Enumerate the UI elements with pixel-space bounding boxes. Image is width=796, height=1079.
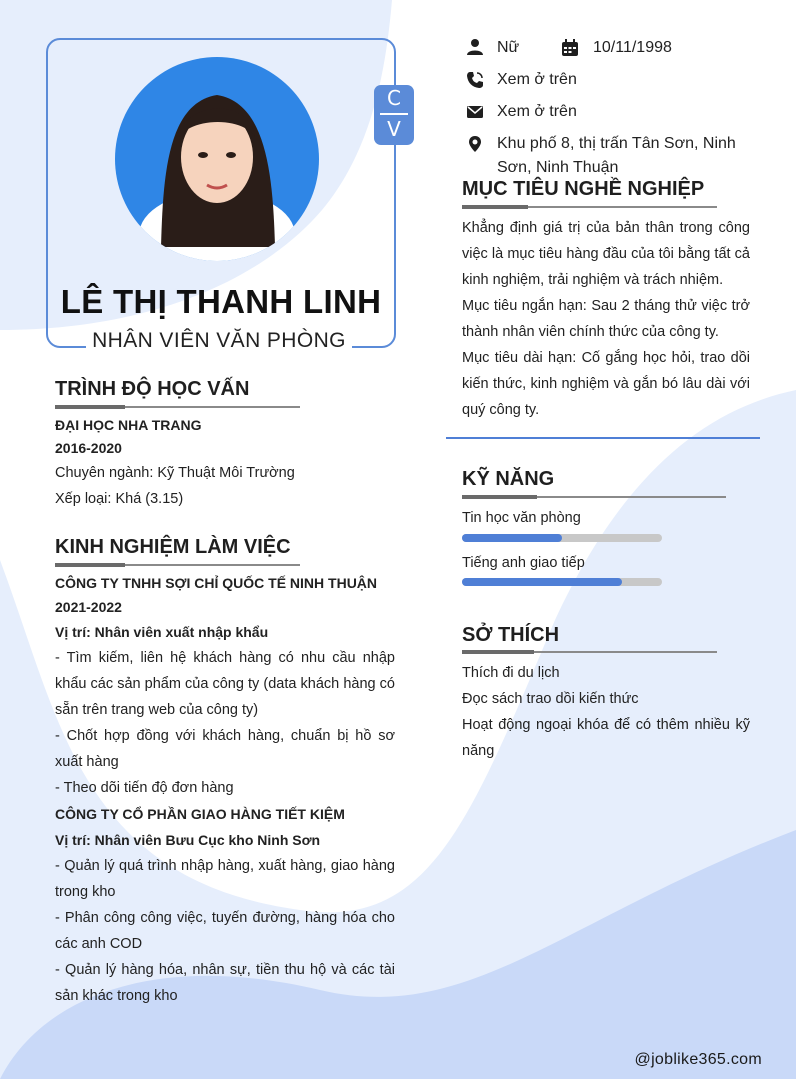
skills-rule — [462, 496, 726, 498]
calendar-icon — [561, 39, 579, 57]
job-title: NHÂN VIÊN VĂN PHÒNG — [86, 329, 352, 353]
gender-value: Nữ — [497, 39, 520, 56]
job-years: 2021-2022 — [55, 599, 122, 615]
phone-icon — [466, 71, 484, 89]
location-pin-icon — [466, 135, 484, 153]
job-position: Vị trí: Nhân viên Bưu Cục kho Ninh Sơn — [55, 832, 321, 848]
objective-text — [462, 215, 750, 423]
skill-bar-fill — [462, 534, 562, 542]
hobby-item: Hoạt động ngoại khóa để có thêm nhiều kỹ năng — [462, 717, 750, 759]
education-years: 2016-2020 — [55, 440, 122, 456]
skill-name: Tiếng anh giao tiếp — [462, 555, 585, 571]
hobby-item: Đọc sách trao dồi kiến thức — [462, 691, 639, 707]
email-icon — [466, 103, 484, 121]
job-duty: - Quản lý hàng hóa, nhân sự, tiền thu hộ và các tài sản khác trong kho — [55, 962, 395, 1004]
job-duty: - Theo dõi tiến độ đơn hàng — [55, 780, 234, 796]
job-company: CÔNG TY TNHH SỢI CHỈ QUỐC TẾ NINH THUẬN — [55, 575, 378, 591]
skills-title: KỸ NĂNG — [462, 468, 555, 490]
education-title: TRÌNH ĐỘ HỌC VẤN — [55, 378, 250, 400]
job-duty: - Quản lý quá trình nhập hàng, xuất hàng, giao hàng trong kho — [55, 858, 395, 900]
education-rule — [55, 406, 300, 408]
education-major: Chuyên ngành: Kỹ Thuật Môi Trường — [55, 465, 295, 481]
objective-title: MỤC TIÊU NGHỀ NGHIỆP — [462, 178, 705, 200]
objective-paragraph: Khẳng định giá trị của bản thân trong công việc là mục tiêu hàng đầu của tôi bằng tất cả kinh nghiệm, trải nghiệm và trách nhiệm. — [462, 220, 750, 288]
section-divider — [446, 437, 760, 439]
objective-paragraph: Mục tiêu dài hạn: Cố gắng học hỏi, trao dồi kiến thức, kinh nghiệm và gắn bó lâu dài với quý công ty. — [462, 350, 750, 418]
candidate-name: LÊ THỊ THANH LINH — [60, 283, 382, 320]
objective-rule — [462, 206, 717, 208]
birthdate-value: 10/11/1998 — [593, 39, 672, 56]
skill-bar — [462, 578, 662, 586]
phone-value: Xem ở trên — [497, 71, 577, 88]
cv-badge-top: C — [387, 86, 401, 110]
objective-paragraph: Mục tiêu ngắn hạn: Sau 2 tháng thử việc trở thành nhân viên chính thức của công ty. — [462, 298, 750, 340]
job-company: CÔNG TY CỔ PHẦN GIAO HÀNG TIẾT KIỆM — [55, 806, 345, 822]
job-duty: - Tìm kiếm, liên hệ khách hàng có nhu cầu nhập khẩu các sản phẩm của công ty (data khách hàng có sẵn trên trang web của công ty) — [55, 650, 395, 718]
skill-bar — [462, 534, 662, 542]
cv-badge — [374, 85, 414, 145]
cv-badge-bottom: V — [387, 117, 401, 141]
hobbies-rule — [462, 651, 717, 653]
experience-title: KINH NGHIỆM LÀM VIỆC — [55, 536, 291, 558]
email-value: Xem ở trên — [497, 103, 577, 120]
skill-name: Tin học văn phòng — [462, 510, 581, 526]
hobby-list — [462, 660, 750, 764]
address-value: Khu phố 8, thị trấn Tân Sơn, Ninh Sơn, Ninh Thuận — [497, 135, 736, 176]
hobbies-title: SỞ THÍCH — [462, 624, 560, 646]
experience-rule — [55, 564, 300, 566]
education-school: ĐẠI HỌC NHA TRANG — [55, 417, 202, 433]
job-duty: - Chốt hợp đồng với khách hàng, chuẩn bị hồ sơ xuất hàng — [55, 728, 395, 770]
job-duty: - Phân công công việc, tuyến đường, hàng hóa cho các anh COD — [55, 910, 395, 952]
skill-bar-fill — [462, 578, 622, 586]
job-duties — [55, 853, 395, 1009]
education-grade: Xếp loại: Khá (3.15) — [55, 491, 184, 507]
footer-source: @joblike365.com — [634, 1051, 762, 1068]
job-duties — [55, 645, 395, 801]
profile-photo — [115, 57, 319, 261]
job-position: Vị trí: Nhân viên xuất nhập khẩu — [55, 624, 269, 640]
user-icon — [466, 38, 484, 56]
hobby-item: Thích đi du lịch — [462, 665, 560, 681]
